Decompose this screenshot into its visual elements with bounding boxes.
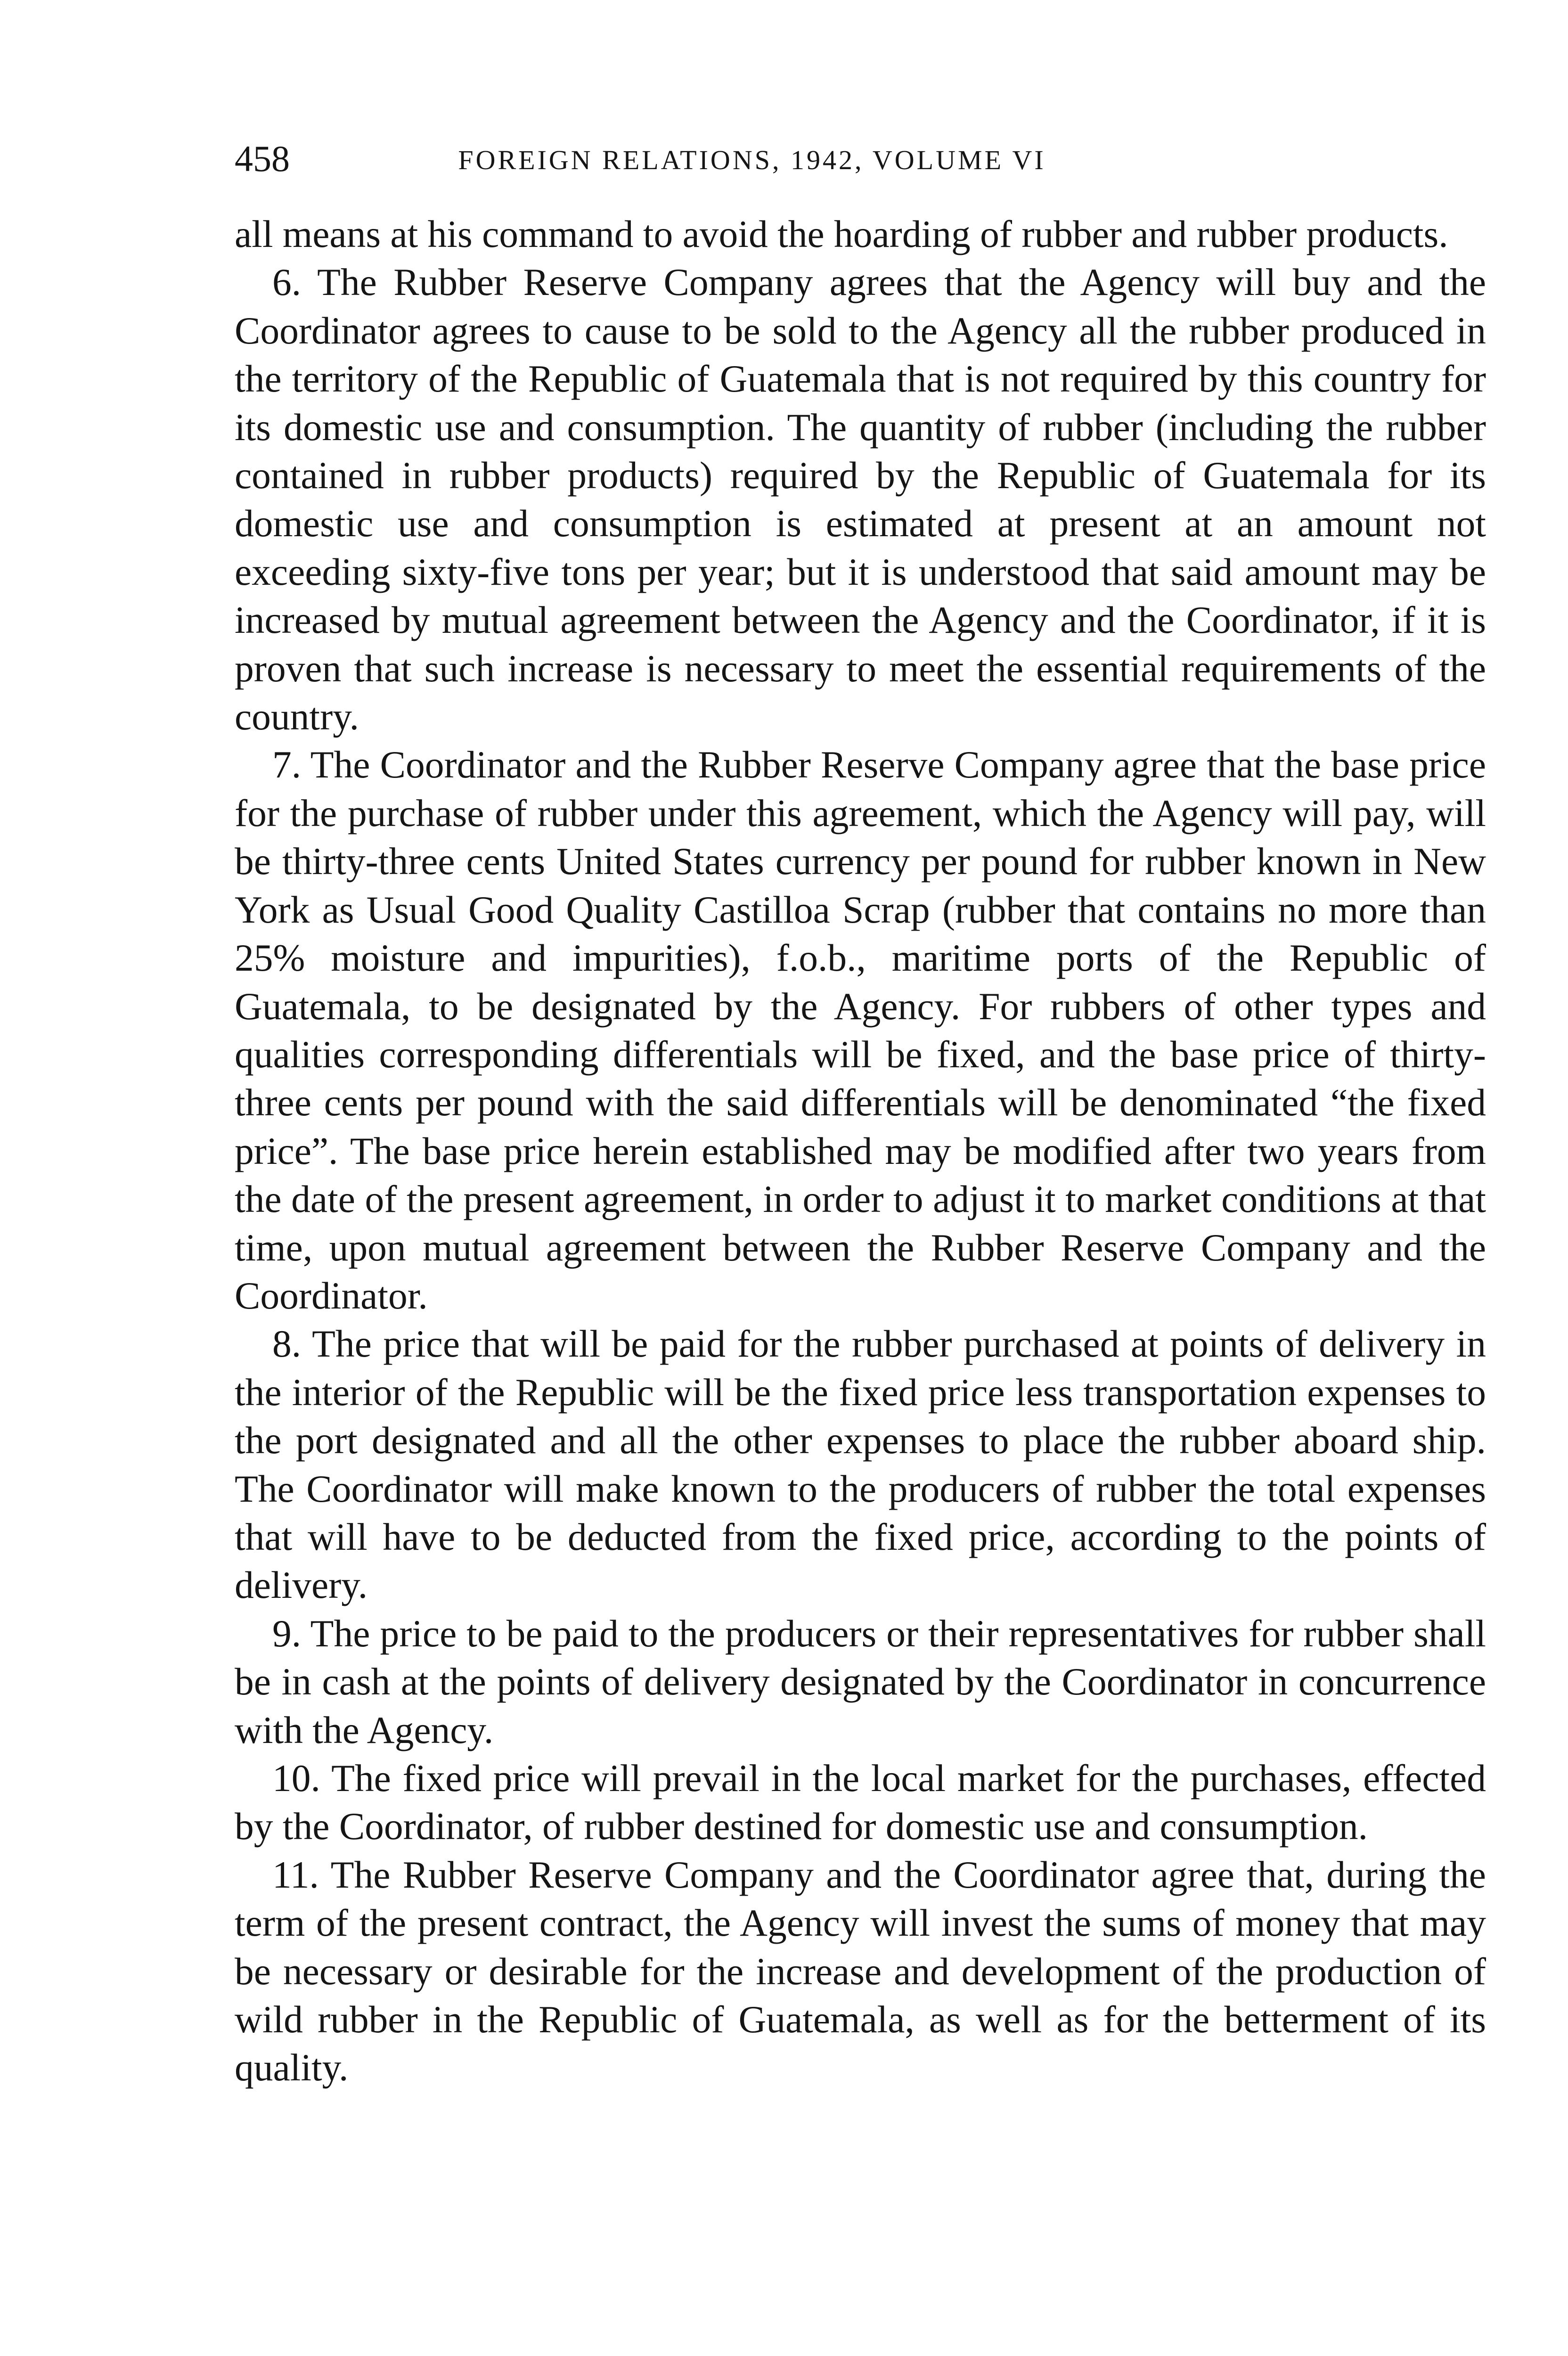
paragraph-11: 11. The Rubber Reserve Company and the Coordinator agree that, during the term of the present contract, the Agency will invest the sums of money that may be necessary or desirable for the increase and development of the production of wild rubber in the Republic of Guatemala, as well as for the betterment of its quality.	[235, 1853, 1486, 2089]
running-head: FOREIGN RELATIONS, 1942, VOLUME VI	[458, 145, 1046, 175]
page-header	[235, 138, 1250, 189]
page-number: 458	[235, 138, 290, 179]
paragraph-9: 9. The price to be paid to the producers or their representatives for rubber shall be in cash at the points of delivery designated by the Coordinator in concurrence with the Agency.	[235, 1612, 1486, 1751]
paragraph-10: 10. The fixed price will prevail in the local market for the purchases, effected by the Coordinator, of rubber destined for domestic use and consumption.	[235, 1757, 1486, 1848]
paragraph-continuation: all means at his command to avoid the hoarding of rubber and rubber products.	[235, 213, 1448, 255]
paragraph-8: 8. The price that will be paid for the rubber purchased at points of delivery in the interior of the Republic will be the fixed price less transportation expenses to the port designated and all the other expenses to place the rubber aboard ship. The Coordinator will make known to the producers of rubber the total expenses that will have to be deducted from the fixed price, according to the points of delivery.	[235, 1322, 1486, 1607]
body-text	[235, 210, 1486, 2092]
paragraph-6: 6. The Rubber Reserve Company agrees that the Agency will buy and the Coordinator agrees to cause to be sold to the Agency all the rubber produced in the territory of the Republic of Guatemala that is not required by this country for its domestic use and consumption. The quantity of rubber (including the rubber contained in rubber products) required by the Republic of Guatemala for its domestic use and consumption is estimated at present at an amount not exceeding sixty-five tons per year; but it is understood that said amount may be increased by mutual agreement between the Agency and the Coordinator, if it is proven that such increase is necessary to meet the essential requirements of the country.	[235, 261, 1486, 738]
paragraph-7: 7. The Coordinator and the Rubber Reserve Company agree that the base price for the purchase of rubber under this agreement, which the Agency will pay, will be thirty-three cents United States currency per pound for rubber known in New York as Usual Good Quality Castilloa Scrap (rubber that contains no more than 25% moisture and impurities), f.o.b., maritime ports of the Republic of Guatemala, to be designated by the Agency. For rubbers of other types and qualities corresponding differentials will be fixed, and the base price of thirty-three cents per pound with the said differentials will be denominated “the fixed price”. The base price herein established may be modified after two years from the date of the present agreement, in order to adjust it to market conditions at that time, upon mutual agreement between the Rubber Reserve Company and the Coordinator.	[235, 743, 1486, 1317]
